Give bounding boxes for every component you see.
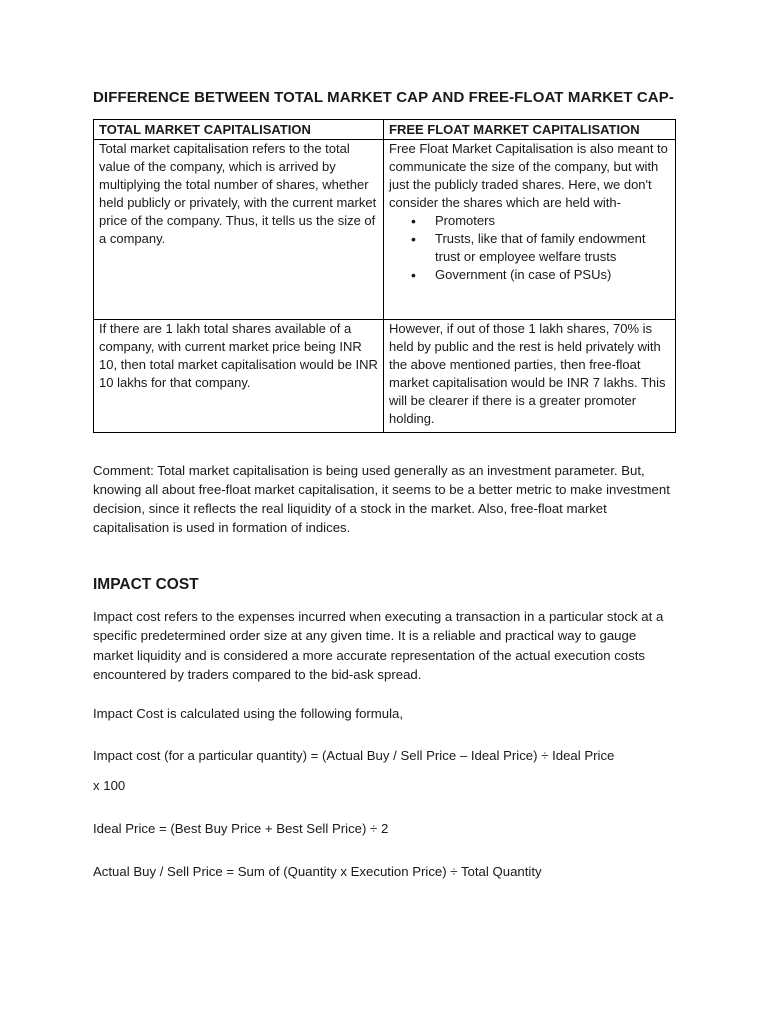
table-cell: Total market capitalisation refers to the total value of the company, which is arrived by multiplying the total number of shares, whether held publicly or privately, with the current market price of the company. Thus, it tells us the size of a company. (94, 140, 384, 320)
formula-impact-cost-continued: x 100 (93, 778, 126, 793)
formula-impact-cost: Impact cost (for a particular quantity) = (Actual Buy / Sell Price – Ideal Price) ÷ Ideal Price (93, 748, 615, 763)
table-row (94, 140, 676, 320)
impact-cost-paragraph: Impact cost refers to the expenses incurred when executing a transaction in a particular stock at a specific predetermined order size at any given time. It is a reliable and practical way to gauge market liquidity and is considered a more accurate representation of the actual execution costs encountered by traders compared to the bid-ask spread. (93, 609, 664, 682)
table-header-row (94, 120, 676, 140)
table-cell: However, if out of those 1 lakh shares, 70% is held by public and the rest is held privately with the above mentioned parties, then free-float market capitalisation would be INR 7 lakhs. This will be clearer if there is a greater promoter holding. (384, 320, 676, 433)
table-header-cell: TOTAL MARKET CAPITALISATION (94, 120, 384, 140)
list-item: • Government (in case of PSUs) (435, 266, 670, 284)
formula-intro: Impact Cost is calculated using the following formula, (93, 706, 404, 721)
cell-text: Free Float Market Capitalisation is also meant to communicate the size of the company, but with just the publicly traded shares. Here, we don't consider the shares which are held with- (389, 141, 668, 210)
comparison-table (93, 119, 676, 433)
table-row (94, 320, 676, 433)
table-cell: If there are 1 lakh total shares available of a company, with current market price being INR 10, then total market capitalisation would be INR 10 lakhs for that company. (94, 320, 384, 433)
table-header-cell: FREE FLOAT MARKET CAPITALISATION (384, 120, 676, 140)
list-item: • Promoters (435, 212, 670, 230)
formula-ideal-price: Ideal Price = (Best Buy Price + Best Sell Price) ÷ 2 (93, 821, 389, 836)
table-cell (384, 140, 676, 320)
section-heading-market-cap: DIFFERENCE BETWEEN TOTAL MARKET CAP AND FREE-FLOAT MARKET CAP- (93, 89, 674, 106)
list-item: • Trusts, like that of family endowment trust or employee welfare trusts (435, 230, 670, 266)
formula-actual-price: Actual Buy / Sell Price = Sum of (Quantity x Execution Price) ÷ Total Quantity (93, 864, 542, 879)
bullet-list (389, 212, 670, 284)
section-heading-impact-cost: IMPACT COST (93, 576, 199, 593)
comment-paragraph: Comment: Total market capitalisation is being used generally as an investment parameter. But, knowing all about free-float market capitalisation, it seems to be a better metric to make investment decision, since it reflects the real liquidity of a stock in the market. Also, free-float market capitalisation is used in formation of indices. (93, 463, 670, 535)
